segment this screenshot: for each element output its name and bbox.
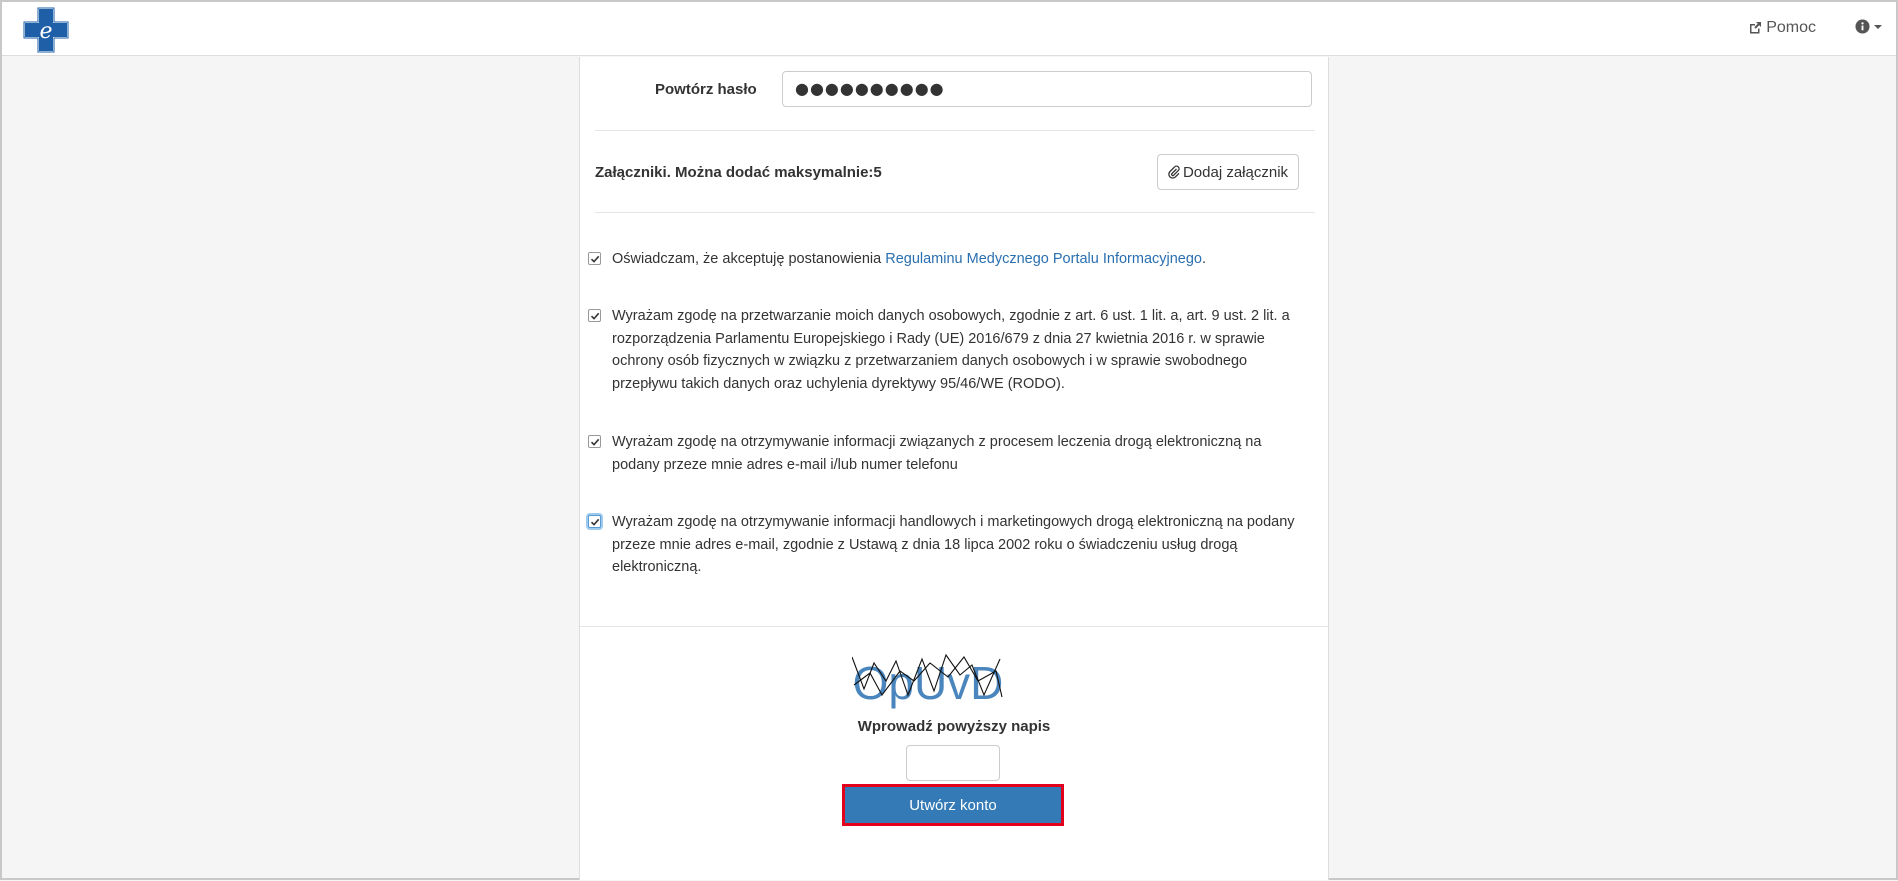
info-icon (1855, 19, 1870, 34)
treatment-info-checkbox[interactable] (588, 435, 601, 448)
info-dropdown[interactable] (1855, 19, 1882, 34)
consent-terms (588, 248, 1298, 272)
terms-consent-text (612, 248, 1302, 271)
app-logo[interactable] (22, 6, 70, 54)
repeat-password-row (580, 71, 1330, 111)
terms-text: Oświadczam, że akceptuję postanowienia (612, 251, 886, 267)
treatment-info-consent-text: Wyrażam zgodę na otrzymywanie informacji związanych z procesem leczenia drogą elektroniczną na podany przeze mnie adres e-mail i/lub numer telefonu (612, 434, 1262, 473)
consent-treatment-info (588, 431, 1298, 477)
marketing-consent-text: Wyrażam zgodę na otrzymywanie informacji handlowych i marketingowych drogą elektroniczną na podany przeze mnie adres e-mail, zgodnie z Ustawą z dnia 18 lipca 2002 roku o świadczeniu usług drogą elektroniczną. (612, 514, 1295, 575)
check-icon (590, 254, 600, 264)
divider (595, 212, 1315, 213)
registration-form-panel (579, 57, 1329, 880)
help-link[interactable] (1748, 19, 1816, 37)
attachments-label: Załączniki. Można dodać maksymalnie:5 (595, 164, 882, 181)
check-icon (590, 437, 600, 447)
marketing-checkbox[interactable] (588, 515, 601, 528)
logo-icon (22, 6, 70, 54)
captcha-image-text: OpUvD (852, 657, 1004, 709)
create-account-button[interactable]: Utwórz konto (842, 784, 1064, 826)
consent-marketing (588, 511, 1298, 581)
add-attachment-button[interactable] (1157, 154, 1299, 190)
captcha-image (852, 651, 1004, 711)
help-label: Pomoc (1766, 19, 1816, 36)
captcha-input[interactable] (906, 745, 1000, 781)
check-icon (590, 311, 600, 321)
terms-checkbox[interactable] (588, 252, 601, 265)
paperclip-icon (1168, 165, 1180, 179)
top-navbar (2, 2, 1896, 56)
repeat-password-label: Powtórz hasło (655, 81, 757, 98)
terms-text-end: . (1202, 251, 1207, 267)
caret-down-icon (1874, 24, 1882, 30)
divider (595, 130, 1315, 131)
check-icon (590, 517, 600, 527)
external-link-icon (1748, 21, 1762, 35)
svg-text:e: e (39, 19, 53, 44)
add-attachment-label: Dodaj załącznik (1182, 163, 1289, 181)
captcha-label: Wprowadź powyższy napis (857, 718, 1051, 735)
terms-link[interactable]: Regulaminu Medycznego Portalu Informacyjnego (885, 251, 1202, 267)
captcha-section (580, 626, 1328, 881)
gdpr-consent-text: Wyrażam zgodę na przetwarzanie moich danych osobowych, zgodnie z art. 6 ust. 1 lit. a, art. 9 ust. 2 lit. a rozporządzenia Parlamentu Europejskiego i Rady (UE) 2016/679 z dnia 27 kwietnia 2016 r. w sprawie ochrony osób fizycznych w związku z przetwarzaniem danych osobowych i w sprawie swobodnego przepływu takich danych oraz uchylenia dyrektywy 95/46/WE (RODO). (612, 308, 1290, 392)
gdpr-checkbox[interactable] (588, 309, 601, 322)
consent-gdpr (588, 305, 1298, 397)
repeat-password-input[interactable]: ●●●●●●●●●● (782, 71, 1312, 107)
